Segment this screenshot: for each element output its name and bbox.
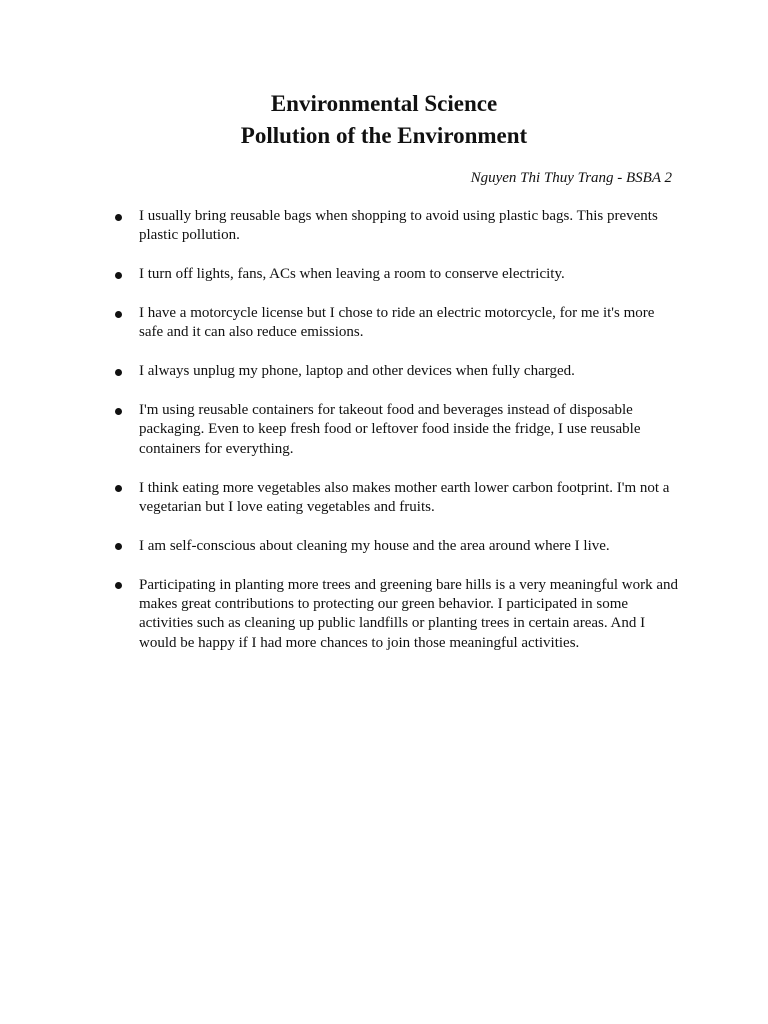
bullet-icon [115, 408, 122, 415]
bullet-list [113, 207, 680, 673]
title-block [0, 88, 768, 152]
bullet-item [113, 265, 680, 284]
bullet-item [113, 207, 680, 246]
bullet-text: I am self-conscious about cleaning my house and the area around where I live. [139, 537, 610, 554]
bullet-text: Participating in planting more trees and greening bare hills is a very meaningful work and makes great contributions to protecting our green behavior. I participated in some activities such as cleaning up public landfills or planting trees in certain areas. And I would be happy if I had more chances to join those meaningful activities. [139, 576, 679, 651]
bullet-icon [115, 485, 122, 492]
bullet-item [113, 304, 680, 343]
document-subtitle: Pollution of the Environment [240, 123, 528, 148]
bullet-icon [115, 272, 122, 279]
bullet-item [113, 576, 680, 654]
bullet-text: I think eating more vegetables also makes mother earth lower carbon footprint. I'm not a vegetarian but I love eating vegetables and fruits. [139, 479, 670, 516]
bullet-item [113, 537, 680, 556]
bullet-text: I always unplug my phone, laptop and other devices when fully charged. [139, 363, 575, 380]
bullet-text: I have a motorcycle license but I chose to ride an electric motorcycle, for me it's more safe and it can also reduce emissions. [139, 305, 655, 341]
bullet-text: I turn off lights, fans, ACs when leaving a room to conserve electricity. [139, 266, 565, 283]
bullet-text: I usually bring reusable bags when shopping to avoid using plastic bags. This prevents plastic pollution. [139, 208, 658, 244]
bullet-icon [115, 543, 122, 550]
bullet-icon [115, 214, 122, 221]
bullet-icon [115, 311, 122, 318]
bullet-item [113, 362, 680, 381]
author-line: Nguyen Thi Thuy Trang - BSBA 2 [470, 170, 672, 186]
bullet-text: I'm using reusable containers for takeout food and beverages instead of disposable packaging. Even to keep fresh food or leftover food inside the fridge, I use reusable containers for everything. [139, 402, 641, 457]
bullet-icon [115, 582, 122, 589]
bullet-item [113, 401, 680, 459]
bullet-icon [115, 369, 122, 376]
document-title: Environmental Science [270, 91, 498, 116]
bullet-item [113, 479, 680, 518]
